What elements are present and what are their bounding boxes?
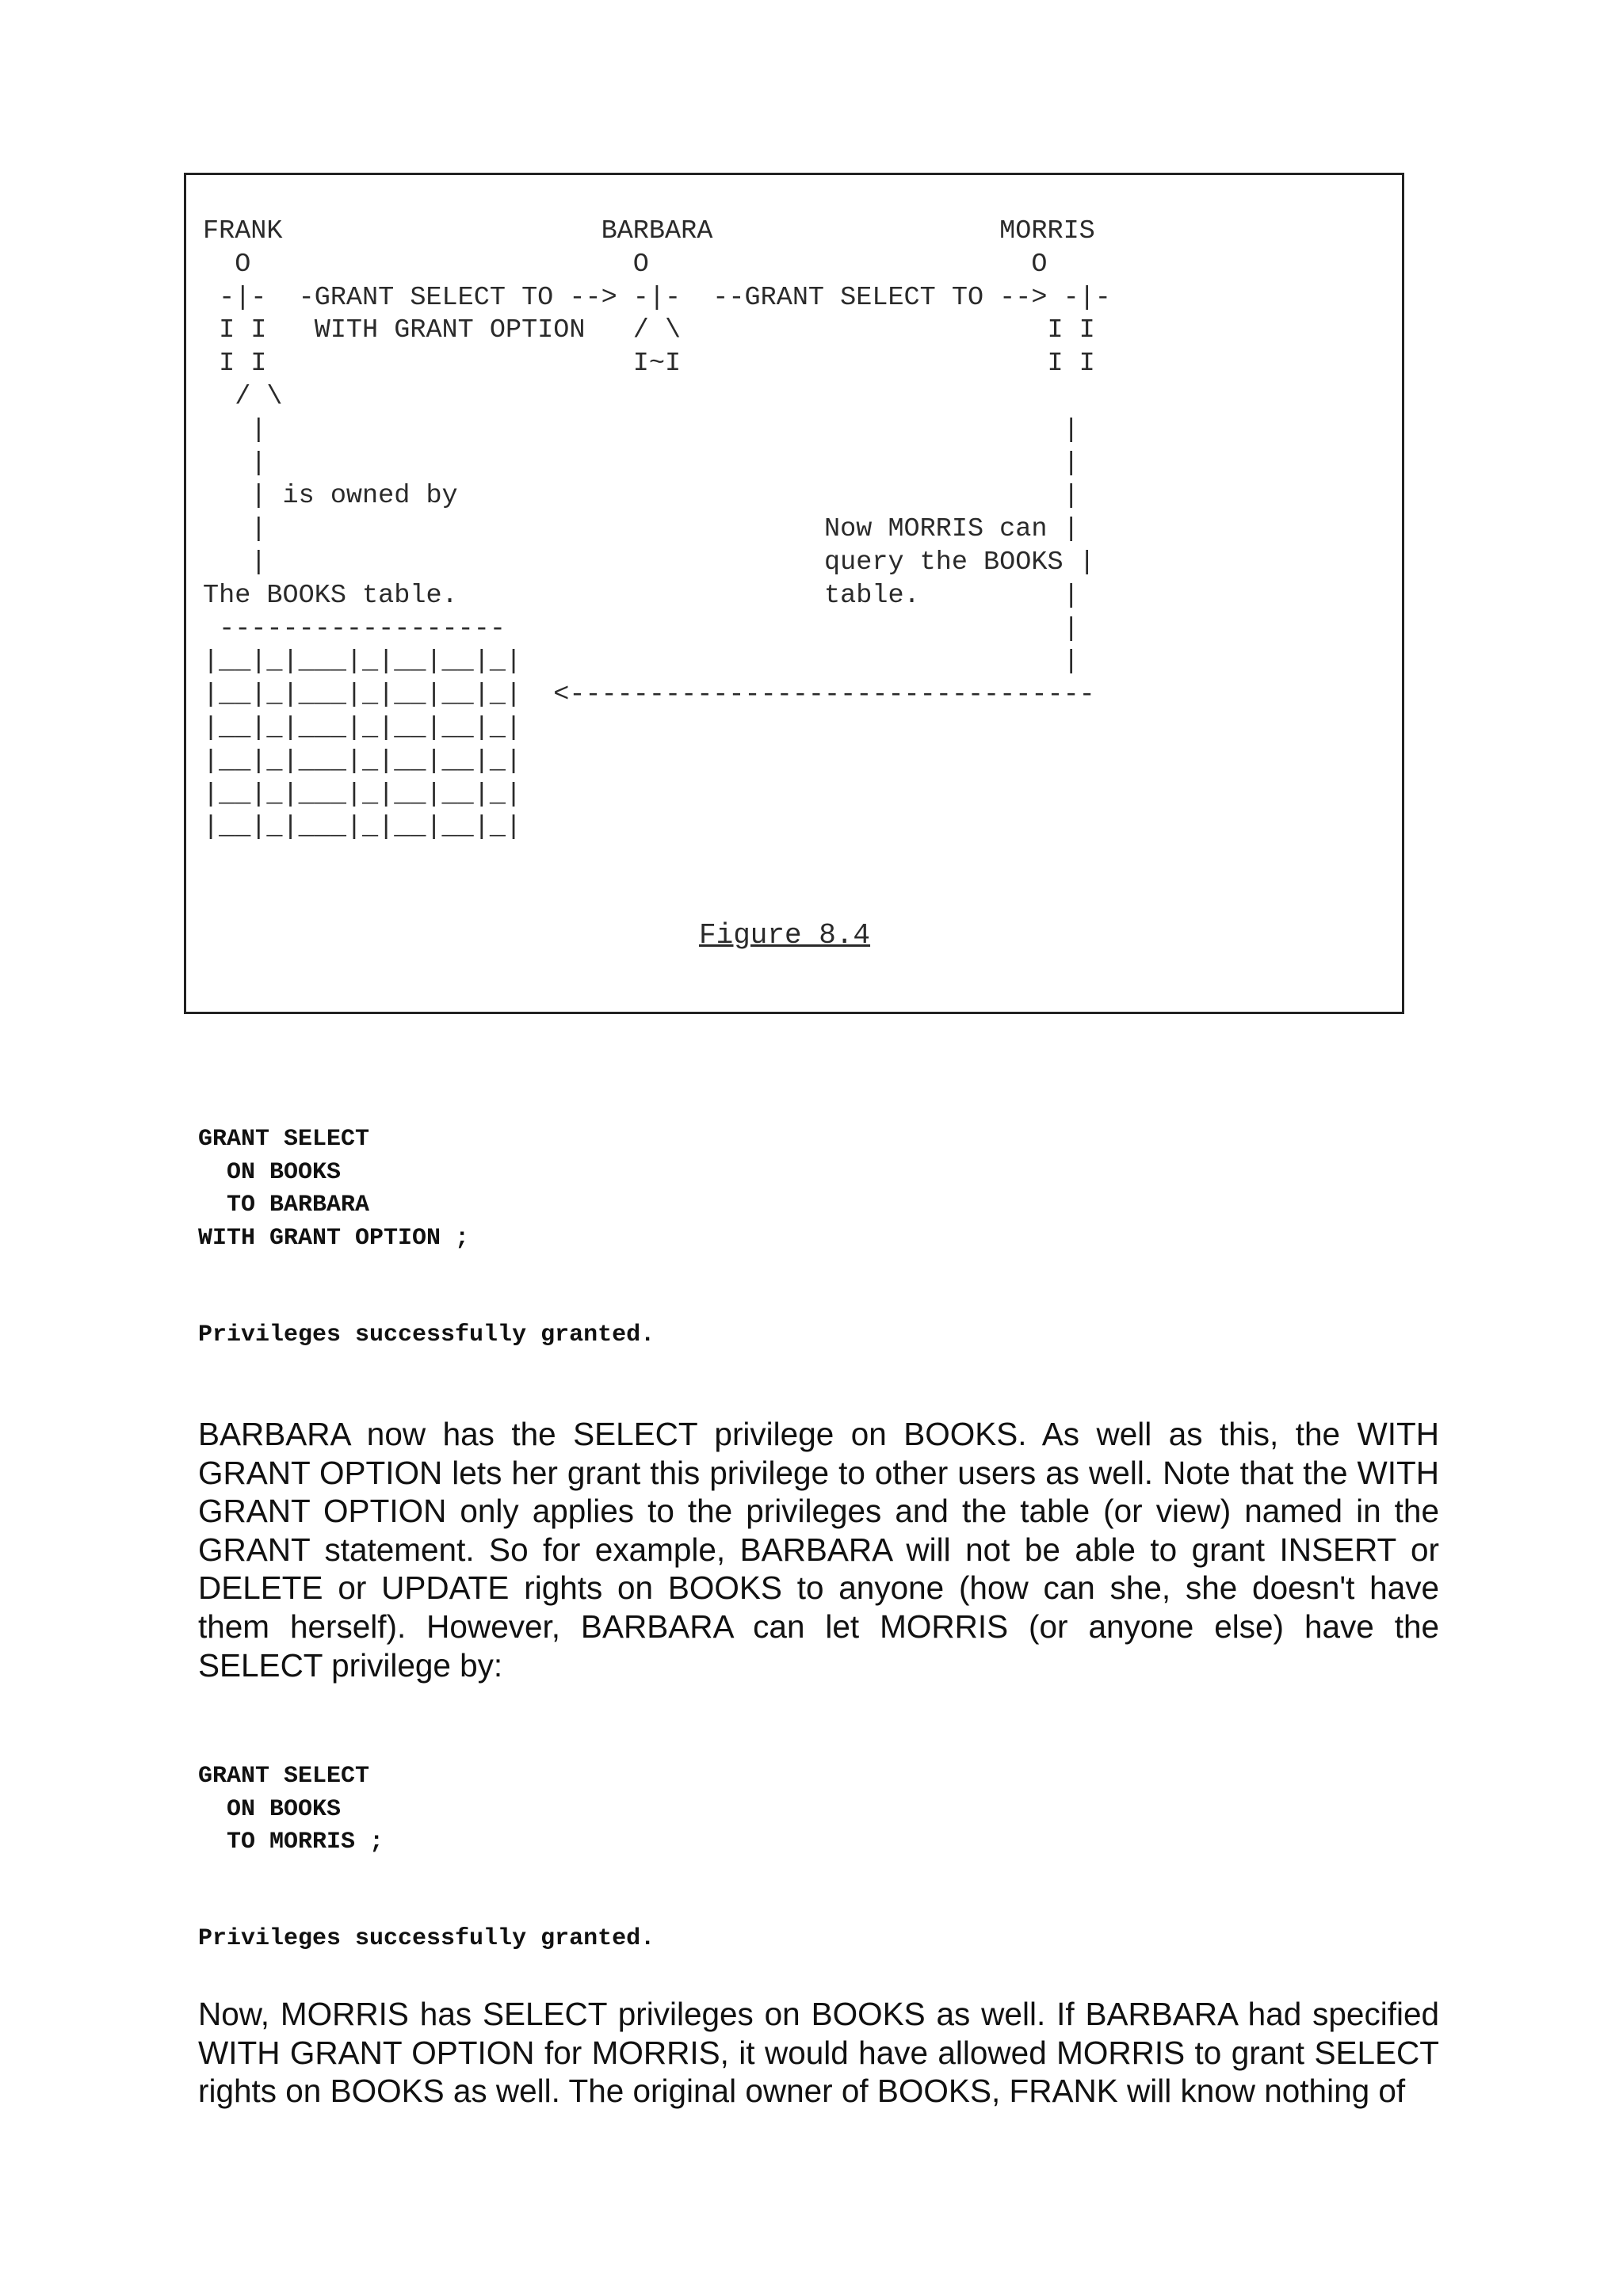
sql-grant-morris-code: GRANT SELECT ON BOOKS TO MORRIS ; [198,1763,384,1855]
figure-caption: Figure 8.4 [699,919,871,952]
sql-grant-barbara-code: GRANT SELECT ON BOOKS TO BARBARA WITH GRANT OPTION ; [198,1126,470,1252]
body-paragraph-2: Now, MORRIS has SELECT privileges on BOOKS as well. If BARBARA had specified WITH GRANT OPTION for MORRIS, it would have allowed MORRIS to grant SELECT rights on BOOKS as well. The original owner of BOOKS, FRANK will know nothing of [198,1996,1439,2110]
grant-result-message-1: Privileges successfully granted. [198,1322,655,1348]
grant-chain-ascii-diagram: FRANK BARBARA MORRIS O O O -|- -GRANT SELECT TO --> -|- --GRANT SELECT TO --> -|- I I WITH GRANT OPTION / \ I I I I I~I I I / \ | | | | | is owned by | | Now MORRIS can | | query the BOOKS | The BOOKS table. table. | ------------------ | |__|_|___|_|__|__|_| | |__|_|___|_|__|__|_| <--------------------------------- |__|_|___|_|__|__|_| |__|_|___|_|__|__|_| |__|_|___|_|__|__|_| |__|_|___|_|__|__|_| [203,216,1111,843]
body-paragraph-1: BARBARA now has the SELECT privilege on BOOKS. As well as this, the WITH GRANT OPTION lets her grant this privilege to other users as well. Note that the WITH GRANT OPTION only applies to the privileges and the table (or view) named in the GRANT statement. So for example, BARBARA will not be able to grant INSERT or DELETE or UPDATE rights on BOOKS to anyone (how can she, she doesn't have them herself). However, BARBARA can let MORRIS (or anyone else) have the SELECT privilege by: [198,1416,1439,1684]
grant-result-message-2: Privileges successfully granted. [198,1925,655,1952]
